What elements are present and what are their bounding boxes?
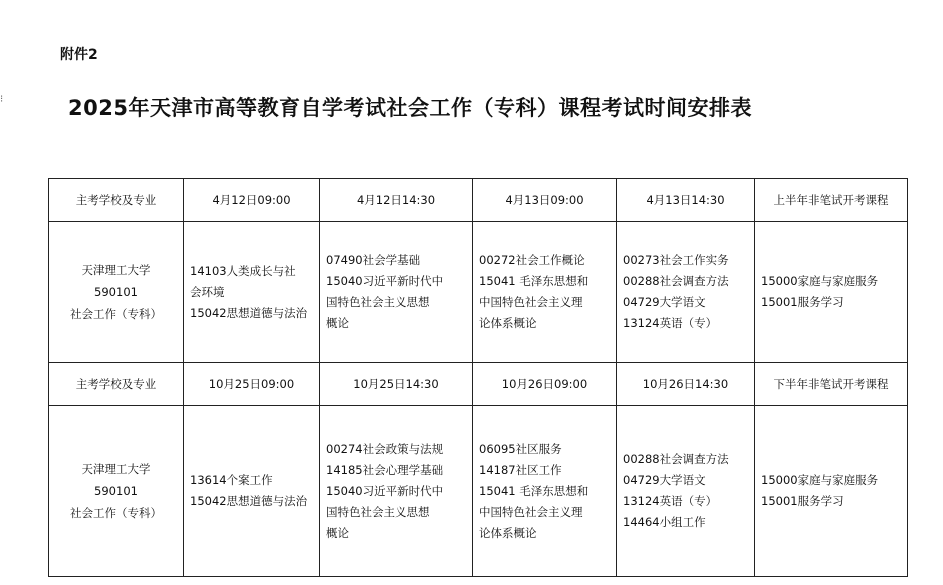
header-cell: 10月26日14:30 <box>617 363 755 406</box>
major-code: 590101 <box>94 285 138 299</box>
header-cell: 下半年非笔试开考课程 <box>755 363 908 406</box>
course-line: 15042思想道德与法治 <box>190 494 308 508</box>
course-line: 15040习近平新时代中 <box>326 483 444 498</box>
header-cell: 4月13日09:00 <box>473 179 617 222</box>
header-cell: 10月25日09:00 <box>184 363 320 406</box>
session-cell <box>617 406 755 577</box>
margin-mark: ⁝ <box>0 94 4 105</box>
course-line: 13124英语（专） <box>623 494 718 508</box>
school-cell <box>49 406 184 577</box>
course-line: 14187社区工作 <box>479 462 562 477</box>
header-cell: 4月12日14:30 <box>320 179 473 222</box>
course-line: 13614个案工作 <box>190 473 273 487</box>
header-row-first-half <box>49 179 908 222</box>
course-line: 概论 <box>326 316 349 330</box>
header-cell: 上半年非笔试开考课程 <box>755 179 908 222</box>
table-row-first-half <box>49 222 908 363</box>
course-line: 00288社会调查方法 <box>623 452 729 466</box>
school-name: 天津理工大学 <box>81 462 151 476</box>
course-line: 14464小组工作 <box>623 515 706 529</box>
session-cell <box>473 222 617 363</box>
page-title: 2025年天津市高等教育自学考试社会工作（专科）课程考试时间安排表 <box>68 96 752 120</box>
course-line: 中国特色社会主义理 <box>479 504 583 519</box>
course-line: 国特色社会主义思想 <box>326 504 430 519</box>
course-line: 00288社会调查方法 <box>623 274 729 288</box>
school-name: 天津理工大学 <box>81 263 151 277</box>
session-cell <box>184 406 320 577</box>
header-cell: 主考学校及专业 <box>49 179 184 222</box>
course-line: 论体系概论 <box>479 316 537 330</box>
session-cell <box>184 222 320 363</box>
course-line: 中国特色社会主义理 <box>479 295 583 309</box>
attachment-label: 附件2 <box>60 47 98 63</box>
course-line: 15001服务学习 <box>761 494 844 508</box>
non-written-courses-cell <box>755 222 908 363</box>
course-line: 15041 毛泽东思想和 <box>479 483 589 498</box>
table-row-second-half <box>49 406 908 577</box>
header-row-second-half <box>49 363 908 406</box>
course-line: 06095社区服务 <box>479 441 562 456</box>
session-cell <box>320 406 473 577</box>
session-cell <box>320 222 473 363</box>
course-line: 04729大学语文 <box>623 473 706 487</box>
header-cell: 主考学校及专业 <box>49 363 184 406</box>
course-line: 15042思想道德与法治 <box>190 305 308 320</box>
course-line: 15000家庭与家庭服务 <box>761 473 879 487</box>
course-line: 15000家庭与家庭服务 <box>761 274 879 288</box>
course-line: 15041 毛泽东思想和 <box>479 274 589 288</box>
course-line: 07490社会学基础 <box>326 253 421 267</box>
header-cell: 10月25日14:30 <box>320 363 473 406</box>
course-line: 国特色社会主义思想 <box>326 295 430 309</box>
exam-schedule-table <box>48 178 908 577</box>
course-line: 会环境 <box>190 284 225 299</box>
course-line: 00274社会政策与法规 <box>326 441 444 456</box>
course-line: 论体系概论 <box>479 525 537 540</box>
header-cell: 4月13日14:30 <box>617 179 755 222</box>
course-line: 13124英语（专） <box>623 316 718 330</box>
course-line: 04729大学语文 <box>623 295 706 309</box>
major-name: 社会工作（专科） <box>70 307 162 321</box>
course-line: 15001服务学习 <box>761 295 844 309</box>
course-line: 00272社会工作概论 <box>479 253 585 267</box>
header-cell: 10月26日09:00 <box>473 363 617 406</box>
major-name: 社会工作（专科） <box>70 506 162 520</box>
session-cell <box>617 222 755 363</box>
course-line: 15040习近平新时代中 <box>326 274 444 288</box>
major-code: 590101 <box>94 484 138 498</box>
course-line: 00273社会工作实务 <box>623 253 729 267</box>
course-line: 14103人类成长与社 <box>190 263 296 278</box>
school-cell <box>49 222 184 363</box>
course-line: 14185社会心理学基础 <box>326 462 444 477</box>
header-cell: 4月12日09:00 <box>184 179 320 222</box>
course-line: 概论 <box>326 525 349 540</box>
session-cell <box>473 406 617 577</box>
non-written-courses-cell <box>755 406 908 577</box>
